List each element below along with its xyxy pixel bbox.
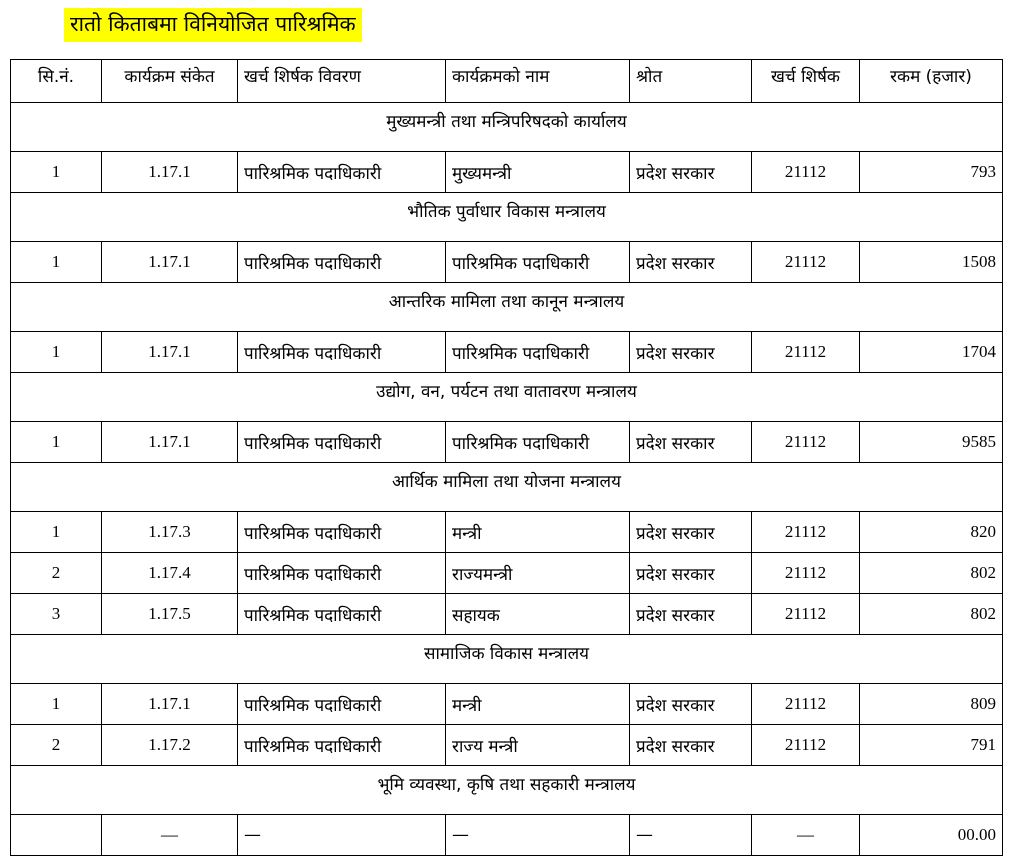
cell-program-name: मन्त्री [446,684,630,725]
cell-amount: 00.00 [860,815,1003,856]
cell-expense-description: पारिश्रमिक पदाधिकारी [238,553,446,594]
cell-sn: 2 [11,725,102,766]
cell-expense-head: 21112 [752,332,860,373]
cell-sn: 3 [11,594,102,635]
cell-source: प्रदेश सरकार [630,422,752,463]
cell-amount: 802 [860,553,1003,594]
cell-expense-description: पारिश्रमिक पदाधिकारी [238,512,446,553]
table-row [11,152,1003,193]
cell-amount: 791 [860,725,1003,766]
cell-expense-head: 21112 [752,684,860,725]
cell-program-code: 1.17.1 [102,332,238,373]
cell-sn: 2 [11,553,102,594]
cell-expense-description: पारिश्रमिक पदाधिकारी [238,242,446,283]
header-expense-description: खर्च शिर्षक विवरण [238,60,446,103]
section-row [11,635,1003,684]
cell-program-code: 1.17.2 [102,725,238,766]
cell-program-code: — [102,815,238,856]
cell-sn: 1 [11,152,102,193]
cell-program-name: सहायक [446,594,630,635]
cell-program-code: 1.17.1 [102,152,238,193]
header-source: श्रोत [630,60,752,103]
header-program-name: कार्यक्रमको नाम [446,60,630,103]
cell-source: प्रदेश सरकार [630,684,752,725]
table-row [11,422,1003,463]
cell-amount: 820 [860,512,1003,553]
cell-sn: 1 [11,512,102,553]
section-row [11,766,1003,815]
cell-program-name: मुख्यमन्त्री [446,152,630,193]
cell-expense-head: 21112 [752,594,860,635]
section-row [11,193,1003,242]
section-heading: सामाजिक विकास मन्त्रालय [11,635,1003,684]
section-heading: भूमि व्यवस्था, कृषि तथा सहकारी मन्त्रालय [11,766,1003,815]
section-row [11,463,1003,512]
cell-source: प्रदेश सरकार [630,512,752,553]
cell-sn: 1 [11,242,102,283]
section-heading: आन्तरिक मामिला तथा कानून मन्त्रालय [11,283,1003,332]
cell-source: प्रदेश सरकार [630,725,752,766]
section-heading: भौतिक पुर्वाधार विकास मन्त्रालय [11,193,1003,242]
table-row [11,725,1003,766]
cell-program-name: राज्यमन्त्री [446,553,630,594]
cell-source: प्रदेश सरकार [630,242,752,283]
cell-source: प्रदेश सरकार [630,594,752,635]
table-row [11,815,1003,856]
section-heading: मुख्यमन्त्री तथा मन्त्रिपरिषदको कार्यालय [11,103,1003,152]
cell-program-name: राज्य मन्त्री [446,725,630,766]
cell-amount: 809 [860,684,1003,725]
cell-sn [11,815,102,856]
allocation-table [10,59,1003,856]
header-amount: रकम (हजार) [860,60,1003,103]
table-row [11,594,1003,635]
cell-expense-head: 21112 [752,242,860,283]
section-row [11,283,1003,332]
cell-expense-description: पारिश्रमिक पदाधिकारी [238,332,446,373]
cell-program-name: पारिश्रमिक पदाधिकारी [446,422,630,463]
cell-expense-description: पारिश्रमिक पदाधिकारी [238,725,446,766]
cell-program-code: 1.17.3 [102,512,238,553]
cell-expense-description: पारिश्रमिक पदाधिकारी [238,422,446,463]
cell-amount: 802 [860,594,1003,635]
cell-program-code: 1.17.5 [102,594,238,635]
cell-source: प्रदेश सरकार [630,152,752,193]
table-body [11,103,1003,856]
section-heading: आर्थिक मामिला तथा योजना मन्त्रालय [11,463,1003,512]
section-row [11,373,1003,422]
cell-expense-head: 21112 [752,152,860,193]
cell-program-name: — [446,815,630,856]
cell-expense-head: — [752,815,860,856]
cell-program-name: पारिश्रमिक पदाधिकारी [446,332,630,373]
table-row [11,332,1003,373]
table-row [11,512,1003,553]
table-row [11,242,1003,283]
cell-expense-description: पारिश्रमिक पदाधिकारी [238,594,446,635]
table-row [11,553,1003,594]
cell-amount: 1508 [860,242,1003,283]
cell-expense-description: पारिश्रमिक पदाधिकारी [238,152,446,193]
header-row [11,60,1003,103]
cell-program-name: पारिश्रमिक पदाधिकारी [446,242,630,283]
cell-source: प्रदेश सरकार [630,553,752,594]
cell-amount: 793 [860,152,1003,193]
header-sn: सि.नं. [11,60,102,103]
table-row [11,684,1003,725]
cell-sn: 1 [11,332,102,373]
cell-expense-head: 21112 [752,512,860,553]
cell-source: प्रदेश सरकार [630,332,752,373]
cell-expense-description: — [238,815,446,856]
header-expense-head: खर्च शिर्षक [752,60,860,103]
cell-program-code: 1.17.1 [102,422,238,463]
header-program-code: कार्यक्रम संकेत [102,60,238,103]
cell-expense-head: 21112 [752,553,860,594]
page-title: रातो किताबमा विनियोजित पारिश्रमिक [64,8,362,42]
section-row [11,103,1003,152]
cell-program-name: मन्त्री [446,512,630,553]
cell-program-code: 1.17.4 [102,553,238,594]
cell-amount: 9585 [860,422,1003,463]
cell-source: — [630,815,752,856]
cell-program-code: 1.17.1 [102,684,238,725]
cell-expense-description: पारिश्रमिक पदाधिकारी [238,684,446,725]
section-heading: उद्योग, वन, पर्यटन तथा वातावरण मन्त्रालय [11,373,1003,422]
cell-sn: 1 [11,684,102,725]
cell-sn: 1 [11,422,102,463]
cell-expense-head: 21112 [752,725,860,766]
cell-expense-head: 21112 [752,422,860,463]
cell-program-code: 1.17.1 [102,242,238,283]
cell-amount: 1704 [860,332,1003,373]
